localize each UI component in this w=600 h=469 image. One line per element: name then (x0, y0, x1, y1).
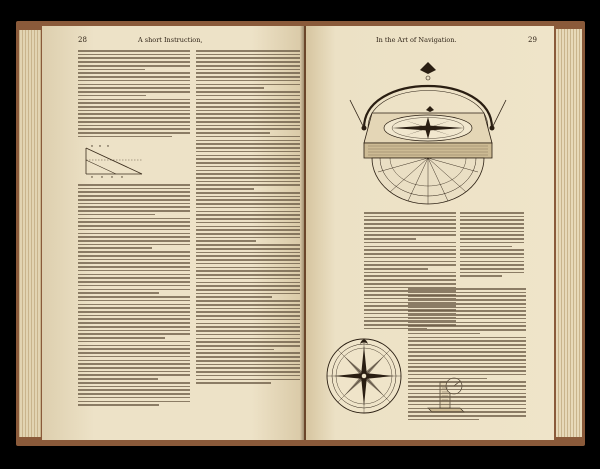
text-line (78, 214, 155, 216)
text-line (364, 275, 456, 277)
text-line (196, 99, 300, 101)
text-line (78, 266, 190, 268)
compass-rose (324, 336, 404, 416)
text-line (408, 292, 526, 294)
text-line (460, 219, 524, 221)
text-line (78, 322, 190, 324)
text-line (78, 404, 159, 406)
text-line (196, 285, 300, 287)
text-line (364, 283, 456, 285)
text-line (196, 267, 300, 269)
left-page (42, 26, 304, 440)
text-line (78, 184, 190, 186)
text-line (196, 304, 300, 306)
running-head-right: In the Art of Navigation. (376, 36, 457, 44)
text-line (408, 318, 526, 320)
text-line (408, 419, 479, 421)
text-line (364, 261, 456, 263)
text-line (408, 396, 526, 398)
text-line (460, 272, 524, 274)
text-line (196, 128, 300, 130)
text-line (460, 268, 524, 270)
text-line (196, 184, 300, 186)
text-line (196, 244, 300, 246)
text-line (78, 121, 190, 123)
text-line (196, 203, 300, 205)
text-line (78, 352, 190, 354)
text-line (408, 400, 526, 402)
text-line (196, 140, 300, 142)
text-line (196, 229, 300, 231)
text-line (408, 393, 526, 395)
text-line (364, 246, 456, 248)
text-line (196, 147, 300, 149)
text-line (408, 355, 526, 357)
text-line (364, 242, 456, 244)
text-line (364, 253, 456, 255)
text-line (78, 65, 190, 67)
text-line (196, 296, 272, 298)
text-line (78, 277, 190, 279)
text-line (78, 233, 190, 235)
text-line (196, 270, 300, 272)
text-line (460, 234, 524, 236)
text-line (196, 233, 300, 235)
text-line (408, 295, 526, 297)
text-line (408, 348, 526, 350)
text-line (78, 386, 190, 388)
text-line (196, 334, 300, 336)
text-line (196, 255, 300, 257)
text-line (196, 192, 300, 194)
text-line (78, 397, 190, 399)
text-line (78, 333, 190, 335)
running-head-left: A short Instruction, (138, 36, 203, 44)
text-line (196, 360, 300, 362)
text-line (78, 393, 190, 395)
text-line (78, 382, 190, 384)
text-line (408, 340, 526, 342)
text-line (196, 345, 300, 347)
text-line (78, 389, 190, 391)
text-line (78, 110, 190, 112)
text-line (196, 352, 300, 354)
text-line (78, 401, 190, 403)
text-line (78, 57, 190, 59)
text-line (196, 102, 300, 104)
text-line (78, 374, 190, 376)
text-line (408, 288, 526, 290)
text-line (196, 110, 300, 112)
text-line (78, 128, 190, 130)
text-line (408, 299, 526, 301)
text-line (408, 404, 526, 406)
text-line (196, 379, 300, 381)
text-line (196, 330, 300, 332)
text-line (408, 411, 526, 413)
text-line (408, 385, 526, 387)
text-line (78, 117, 190, 119)
text-line (196, 248, 300, 250)
text-line (196, 367, 300, 369)
text-line (78, 356, 190, 358)
text-line (196, 136, 300, 138)
text-line (196, 315, 300, 317)
text-line (196, 132, 270, 134)
text-line (364, 279, 456, 281)
triangle-diagram (82, 144, 148, 178)
text-line (78, 274, 190, 276)
text-line (364, 238, 416, 240)
text-line (196, 199, 300, 201)
text-line (196, 326, 300, 328)
text-line (196, 382, 271, 384)
text-line (364, 231, 456, 233)
text-line (196, 155, 300, 157)
text-line (78, 337, 165, 339)
open-book (16, 21, 585, 446)
text-line (196, 181, 300, 183)
text-line (78, 125, 190, 127)
text-line (196, 113, 300, 115)
text-line (196, 319, 300, 321)
text-line (78, 113, 190, 115)
text-line (408, 344, 526, 346)
text-line (196, 226, 300, 228)
text-line (196, 65, 300, 67)
text-line (408, 303, 526, 305)
text-line (460, 231, 524, 233)
text-line (196, 214, 300, 216)
text-line (460, 223, 524, 225)
text-line (78, 292, 159, 294)
text-line (78, 262, 190, 264)
text-line (196, 188, 254, 190)
text-line (196, 87, 264, 89)
text-line (78, 315, 190, 317)
text-line (196, 211, 300, 213)
text-line (78, 210, 190, 212)
text-line (196, 196, 300, 198)
text-line (408, 366, 526, 368)
text-line (196, 166, 300, 168)
text-column-right-3 (408, 288, 526, 422)
text-line (78, 72, 190, 74)
text-line (196, 54, 300, 56)
text-line (78, 76, 190, 78)
text-line (78, 203, 190, 205)
text-line (408, 389, 526, 391)
text-line (196, 323, 300, 325)
text-column-left-1 (78, 50, 190, 140)
text-line (408, 310, 526, 312)
text-line (196, 50, 300, 52)
text-line (78, 199, 190, 201)
text-line (78, 195, 190, 197)
text-line (460, 227, 524, 229)
text-line (78, 307, 190, 309)
text-line (460, 275, 502, 277)
text-line (408, 415, 526, 417)
text-line (78, 360, 190, 362)
text-line (78, 244, 190, 246)
text-line (408, 378, 487, 380)
text-line (364, 212, 456, 214)
text-line (408, 359, 526, 361)
text-line (196, 349, 274, 351)
text-line (196, 263, 300, 265)
text-line (78, 61, 190, 63)
text-line (408, 363, 526, 365)
text-line (196, 218, 300, 220)
text-line (408, 370, 526, 372)
text-line (196, 91, 300, 93)
text-line (460, 257, 524, 259)
text-line (78, 330, 190, 332)
text-line (460, 253, 524, 255)
text-line (78, 255, 190, 257)
text-line (78, 132, 190, 134)
text-line (78, 99, 190, 101)
text-line (460, 246, 512, 248)
text-line (196, 282, 300, 284)
text-line (408, 314, 526, 316)
text-line (78, 229, 190, 231)
text-line (408, 381, 526, 383)
text-line (196, 300, 300, 302)
text-line (78, 236, 190, 238)
text-line (460, 249, 524, 251)
text-line (78, 106, 190, 108)
text-line (78, 318, 190, 320)
text-line (78, 251, 190, 253)
text-line (460, 242, 524, 244)
text-line (196, 274, 300, 276)
text-line (196, 338, 300, 340)
text-line (78, 259, 190, 261)
text-line (460, 261, 524, 263)
text-column-left-2 (196, 50, 300, 386)
text-line (196, 311, 300, 313)
text-line (196, 170, 300, 172)
text-line (196, 162, 300, 164)
text-line (196, 158, 300, 160)
text-line (78, 296, 190, 298)
text-line (196, 293, 300, 295)
text-line (196, 173, 300, 175)
text-line (408, 329, 526, 331)
text-line (78, 54, 190, 56)
text-line (78, 225, 190, 227)
text-line (78, 341, 190, 343)
text-line (78, 69, 145, 71)
text-line (364, 219, 456, 221)
text-line (408, 337, 526, 339)
text-line (460, 212, 524, 214)
text-line (78, 289, 190, 291)
text-line (78, 91, 190, 93)
page-number-left: 28 (78, 36, 87, 44)
text-line (196, 364, 300, 366)
text-line (78, 80, 190, 82)
text-line (196, 259, 300, 261)
text-line (196, 308, 300, 310)
text-line (78, 102, 190, 104)
text-line (408, 322, 526, 324)
text-line (196, 61, 300, 63)
text-line (78, 87, 190, 89)
text-line (78, 304, 190, 306)
text-line (364, 257, 456, 259)
text-line (408, 351, 526, 353)
text-line (196, 177, 300, 179)
mariners-compass-in-box (342, 58, 514, 208)
text-line (78, 221, 190, 223)
text-line (196, 95, 300, 97)
right-page-edges (556, 29, 582, 437)
text-line (78, 136, 172, 138)
text-line (196, 121, 300, 123)
text-line (196, 57, 300, 59)
text-line (408, 374, 526, 376)
text-line (196, 106, 300, 108)
text-line (196, 69, 300, 71)
text-line (78, 247, 152, 249)
text-line (196, 72, 300, 74)
text-line (196, 356, 300, 358)
text-line (196, 207, 300, 209)
right-page (306, 26, 554, 440)
text-line (196, 76, 300, 78)
text-line (78, 95, 146, 97)
text-line (196, 237, 300, 239)
text-line (78, 206, 190, 208)
text-line (196, 278, 300, 280)
text-line (78, 270, 190, 272)
text-line (364, 272, 456, 274)
text-line (364, 216, 456, 218)
text-line (78, 218, 190, 220)
text-line (364, 249, 456, 251)
text-line (364, 223, 456, 225)
text-line (196, 117, 300, 119)
text-line (196, 341, 300, 343)
text-line (78, 311, 190, 313)
text-line (196, 289, 300, 291)
text-line (78, 371, 190, 373)
text-line (78, 240, 190, 242)
text-line (408, 333, 480, 335)
text-line (78, 50, 190, 52)
text-line (78, 84, 190, 86)
text-column-right-2 (460, 212, 524, 279)
text-line (408, 307, 526, 309)
text-line (78, 191, 190, 193)
text-line (78, 345, 190, 347)
text-line (196, 375, 300, 377)
text-line (364, 234, 456, 236)
text-line (196, 240, 256, 242)
text-line (196, 125, 300, 127)
page-number-right: 29 (528, 36, 537, 44)
text-line (196, 80, 300, 82)
text-line (78, 367, 190, 369)
text-line (196, 151, 300, 153)
text-line (460, 264, 524, 266)
text-line (460, 238, 524, 240)
text-line (196, 371, 300, 373)
left-page-edges (19, 30, 41, 437)
text-line (78, 188, 190, 190)
text-column-left-1b (78, 184, 190, 408)
text-line (364, 264, 456, 266)
text-line (196, 143, 300, 145)
text-line (78, 285, 190, 287)
text-line (460, 216, 524, 218)
text-line (196, 252, 300, 254)
text-line (364, 268, 428, 270)
text-line (78, 281, 190, 283)
text-line (408, 325, 526, 327)
text-line (196, 84, 300, 86)
text-line (78, 363, 190, 365)
text-line (78, 378, 158, 380)
text-line (78, 300, 190, 302)
text-line (78, 326, 190, 328)
text-line (78, 348, 190, 350)
text-line (408, 408, 526, 410)
text-line (364, 227, 456, 229)
text-line (196, 222, 300, 224)
